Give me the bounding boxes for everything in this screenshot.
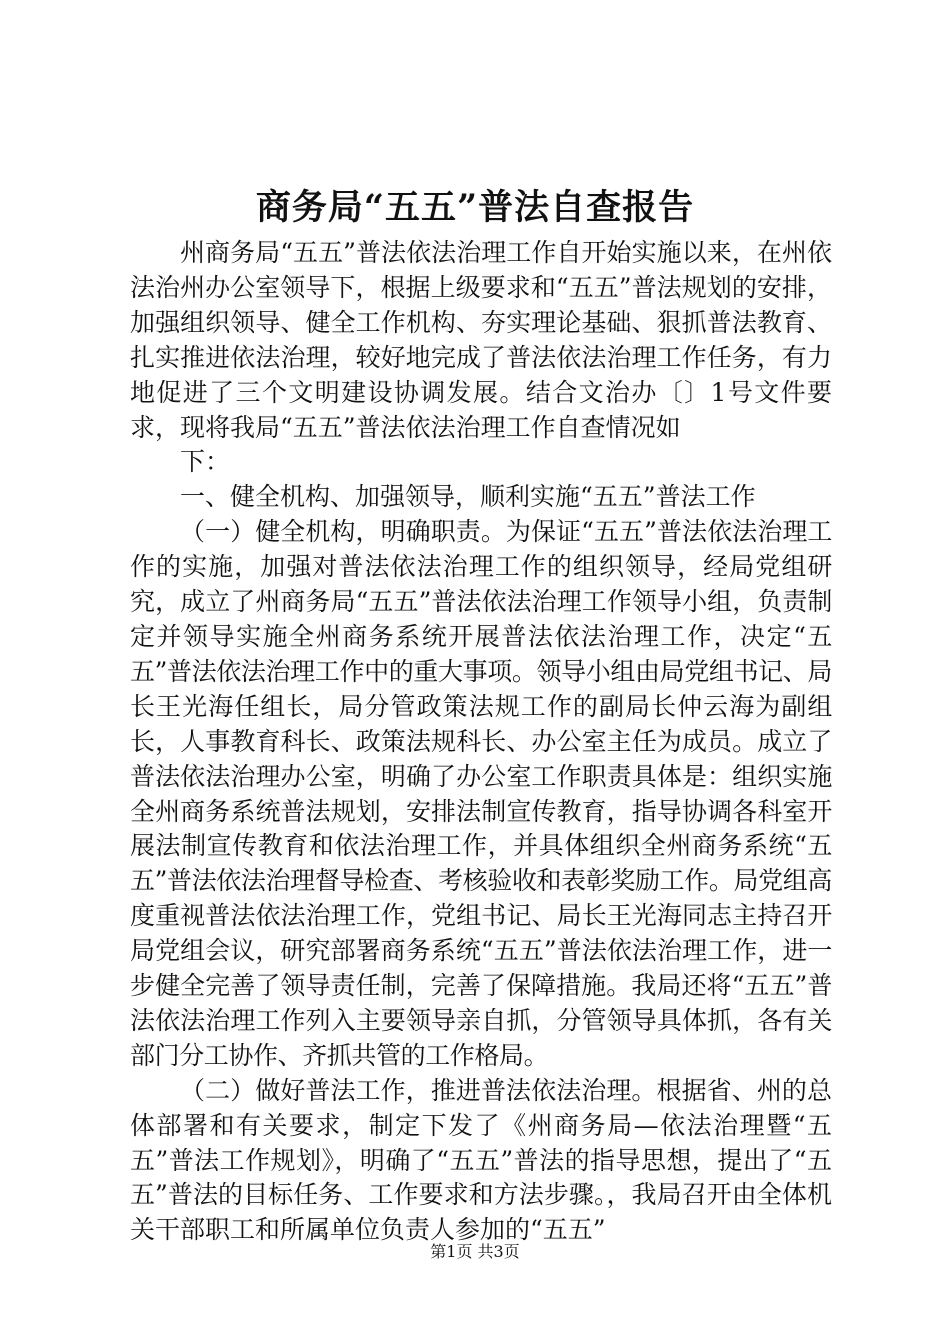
document-title: 商务局“五五”普法自查报告 [255,187,695,228]
section-heading: 一、健全机构、加强领导，顺利实施“五五”普法工作 [180,482,756,512]
intro-paragraph: 州商务局“五五”普法依法治理工作自开始实施以来，在州依法治州办公室领导下，根据上级要求和“五五”普法规划的安排，加强组织领导、健全工作机构、夯实理论基础、狠抓普法教育、扎实推进依法治理，较好地完成了普法依法治理工作任务，有力地促进了三个文明建设协调发展。结合文治办〔〕1号文件要求，现将我局“五五”普法依法治理工作自查情况如 [130,238,832,442]
subsection-1-paragraph: （一）健全机构，明确职责。为保证“五五”普法依法治理工作的实施，加强对普法依法治理工作的组织领导，经局党组研究，成立了州商务局“五五”普法依法治理工作领导小组，负责制定并领导实施全州商务系统开展普法依法治理工作，决定“五五”普法依法治理工作中的重大事项。领导小组由局党组书记、局长王光海任组长，局分管政策法规工作的副局长仲云海为副组长，人事教育科长、政策法规科长、办公室主任为成员。成立了普法依法治理办公室，明确了办公室工作职责具体是：组织实施全州商务系统普法规划，安排法制宣传教育，指导协调各科室开展法制宣传教育和依法治理工作，并具体组织全州商务系统“五五”普法依法治理督导检查、考核验收和表彰奖励工作。局党组高度重视普法依法治理工作，党组书记、局长王光海同志主持召开局党组会议，研究部署商务系统“五五”普法依法治理工作，进一步健全完善了领导责任制，完善了保障措施。我局还将“五五”普法依法治理工作列入主要领导亲自抓，分管领导具体抓，各有关部门分工协作、齐抓共管的工作格局。 [130,517,832,1070]
intro-paragraph-continuation: 下： [180,447,231,477]
page-number-footer: 第1页 共3页 [430,1242,520,1261]
subsection-2-paragraph: （二）做好普法工作，推进普法依法治理。根据省、州的总体部署和有关要求，制定下发了《州商务局—依法治理暨“五五”普法工作规划》，明确了“五五”普法的指导思想，提出了“五五”普法的目标任务、工作要求和方法步骤。，我局召开由全体机关干部职工和所属单位负责人参加的“五五” [130,1075,832,1245]
document-body [130,236,832,1248]
